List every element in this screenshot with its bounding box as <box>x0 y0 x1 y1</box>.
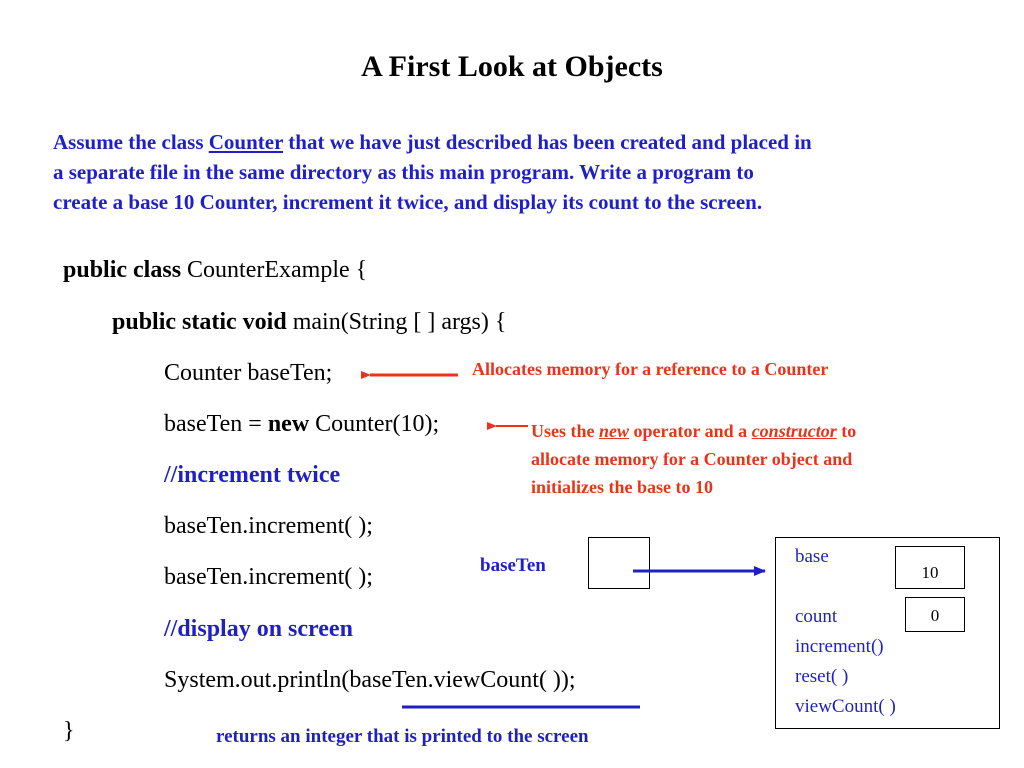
field-count-label: count <box>795 606 838 627</box>
code-line-println: System.out.println(baseTen.viewCount( )); <box>164 667 576 693</box>
class-name-text: CounterExample { <box>181 257 368 283</box>
main-signature-text: main(String [ ] args) { <box>286 309 507 335</box>
code-line-increment-1: baseTen.increment( ); <box>164 513 373 539</box>
method-increment: increment() <box>795 636 884 657</box>
comment-increment-twice: //increment twice <box>164 462 341 488</box>
annotation-uses-text-1: Uses the <box>531 421 599 441</box>
annotation-uses-new-line-2: allocate memory for a Counter object and <box>531 449 853 469</box>
method-viewcount: viewCount( ) <box>795 696 896 717</box>
intro-text-before: Assume the class <box>53 130 209 154</box>
constructor-call-text: Counter(10); <box>309 411 440 437</box>
keyword-public-class: public class <box>63 257 182 283</box>
field-base-value: 10 <box>921 563 939 582</box>
counter-class-link: Counter <box>208 130 284 154</box>
annotation-uses-new-line-3: initializes the base to 10 <box>531 477 713 497</box>
annotation-new-keyword: new <box>599 421 630 441</box>
annotation-uses-text-2: operator and a <box>629 421 752 441</box>
intro-line-3: create a base 10 Counter, increment it twice, and display its count to the screen. <box>53 190 763 214</box>
annotation-constructor-keyword: constructor <box>751 421 837 441</box>
assign-text: baseTen = <box>164 411 268 437</box>
intro-line-2: a separate file in the same directory as this main program. Write a program to <box>53 160 754 184</box>
annotation-uses-text-3: to <box>836 421 857 441</box>
field-base-label: base <box>795 546 829 567</box>
reference-label-baseten: baseTen <box>480 555 546 576</box>
annotation-allocates-reference: Allocates memory for a reference to a Counter <box>472 359 829 379</box>
code-line-declare: Counter baseTen; <box>164 360 333 386</box>
code-line-increment-2: baseTen.increment( ); <box>164 564 373 590</box>
annotation-returns-integer: returns an integer that is printed to the screen <box>216 726 589 747</box>
keyword-public-static-void: public static void <box>112 309 287 335</box>
page-title: A First Look at Objects <box>361 50 663 83</box>
field-count-value: 0 <box>930 606 940 625</box>
code-line-closing-brace: } <box>63 718 75 744</box>
intro-text-after: that we have just described has been created and placed in <box>283 130 812 154</box>
comment-display-on-screen: //display on screen <box>164 616 353 642</box>
keyword-new: new <box>267 411 310 437</box>
method-reset: reset( ) <box>795 666 849 687</box>
